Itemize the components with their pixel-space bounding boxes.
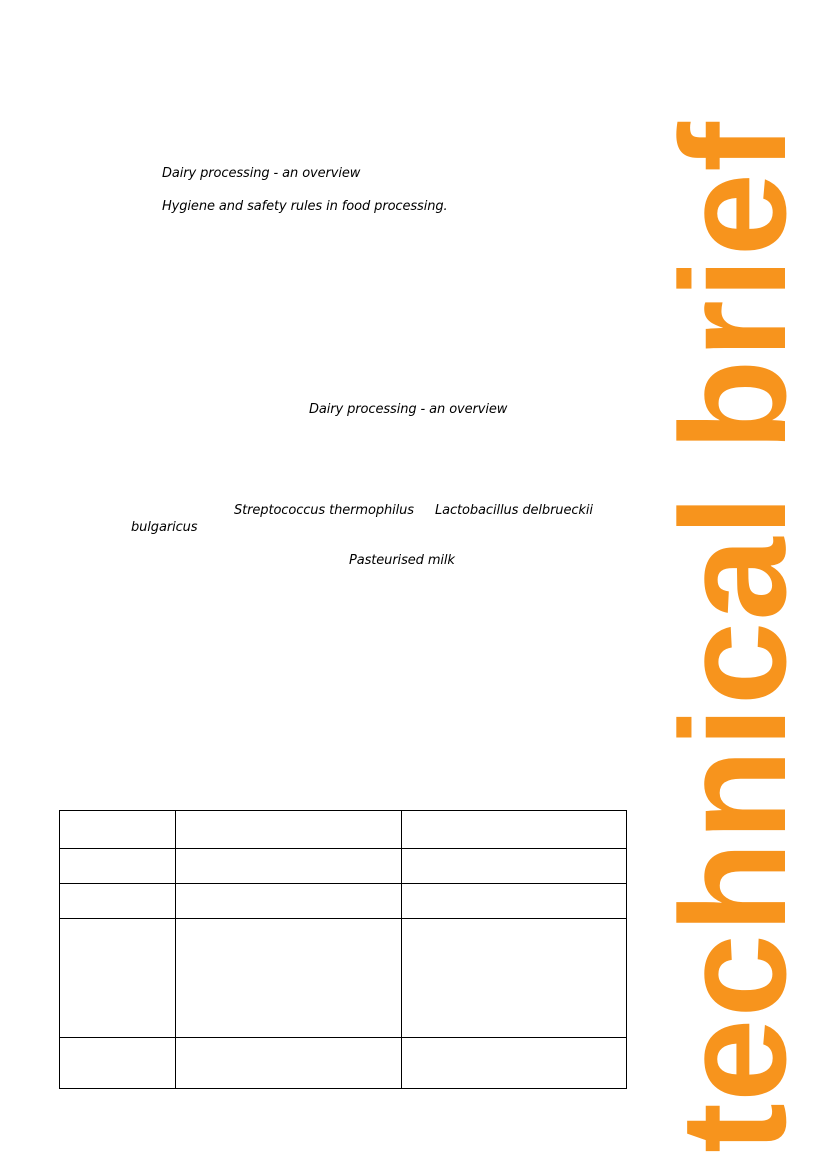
table-cell (402, 919, 627, 1038)
table-cell (60, 1038, 176, 1089)
table-cell (176, 811, 402, 849)
table-cell (402, 849, 627, 884)
table-row (60, 884, 627, 919)
table-cell (60, 811, 176, 849)
pasteurised-milk-label: Pasteurised milk (349, 553, 455, 568)
technical-brief-wordmark: technical brief (649, 121, 817, 1153)
reference-dairy-overview: Dairy processing - an overview (162, 166, 361, 181)
species-lactobacillus: Lactobacillus delbrueckii (435, 503, 593, 518)
species-streptococcus: Streptococcus thermophilus (234, 503, 414, 518)
reference-hygiene-safety: Hygiene and safety rules in food processing. (162, 199, 448, 214)
table-cell (60, 849, 176, 884)
table-cell (176, 849, 402, 884)
table-cell (176, 919, 402, 1038)
table-cell (60, 884, 176, 919)
data-table (59, 810, 627, 1089)
table-row (60, 811, 627, 849)
table-cell (176, 884, 402, 919)
table-cell (402, 1038, 627, 1089)
table-cell (60, 919, 176, 1038)
table-row (60, 919, 627, 1038)
inline-ref-dairy-overview: Dairy processing - an overview (309, 402, 508, 417)
table-cell (402, 884, 627, 919)
table-row (60, 849, 627, 884)
table-cell (402, 811, 627, 849)
table-cell (176, 1038, 402, 1089)
species-bulgaricus: bulgaricus (131, 520, 198, 535)
table-row (60, 1038, 627, 1089)
